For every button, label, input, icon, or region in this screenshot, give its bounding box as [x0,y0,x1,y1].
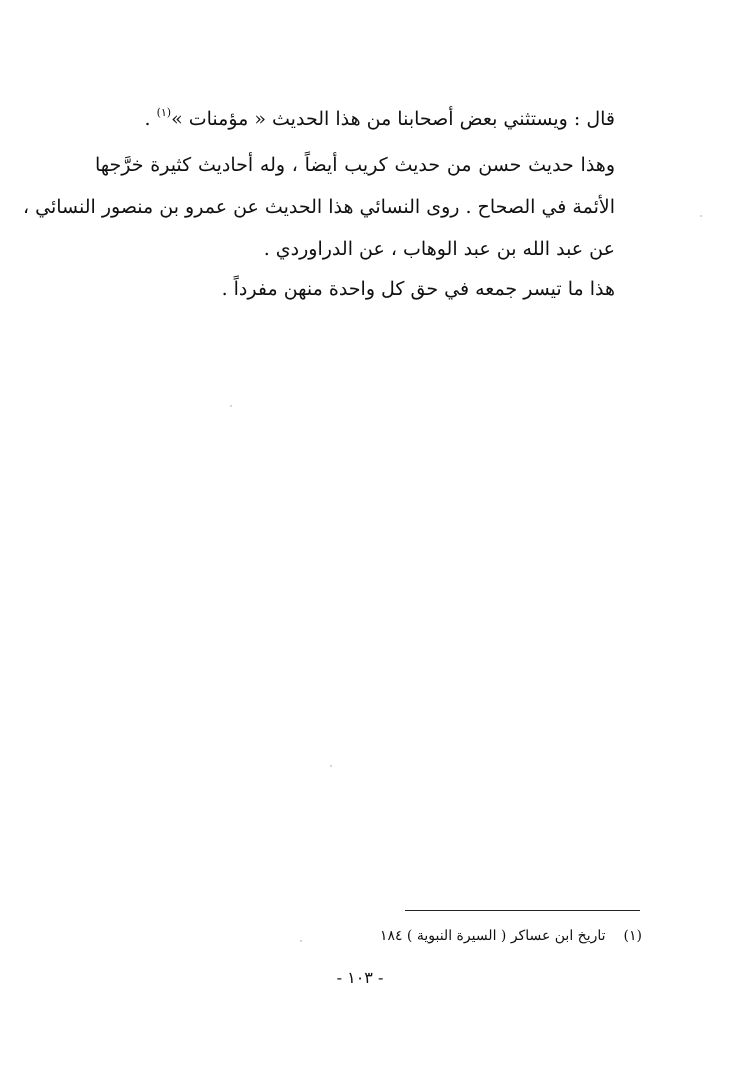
footnote-text: تاريخ ابن عساكر ( السيرة النبوية ) ١٨٤ [379,928,606,944]
paragraph-3 [95,268,615,310]
footnote-number: (١) [623,928,642,944]
paragraph-2-line-1: وهذا حديث حسن من حديث كريب أيضاً ، وله أحاديث كثيرة خرَّجها [95,154,615,176]
scan-speck [230,405,232,407]
paragraph-2 [22,144,615,270]
page-number: - ١٠٣ - [336,968,384,987]
paragraph-3-line-1: هذا ما تيسر جمعه في حق كل واحدة منهن مفرداً . [221,278,615,300]
paragraph-1 [95,92,615,140]
scan-speck [330,765,332,767]
paragraph-1-tail: . [144,108,157,130]
scan-speck [300,940,302,942]
footnote-reference: (١) [156,106,172,119]
scan-speck [700,215,702,217]
footnote [380,924,642,948]
footnote-divider [405,910,640,911]
paragraph-1-text: قال : ويستثني بعض أصحابنا من هذا الحديث « مؤمنات » [171,108,615,130]
paragraph-1-line [95,92,615,140]
paragraph-2-line-3: عن عبد الله بن عبد الوهاب ، عن الدراوردي . [263,238,615,260]
paragraph-2-line-2: الأئمة في الصحاح . روى النسائي هذا الحديث عن عمرو بن منصور النسائي ، [22,196,615,218]
